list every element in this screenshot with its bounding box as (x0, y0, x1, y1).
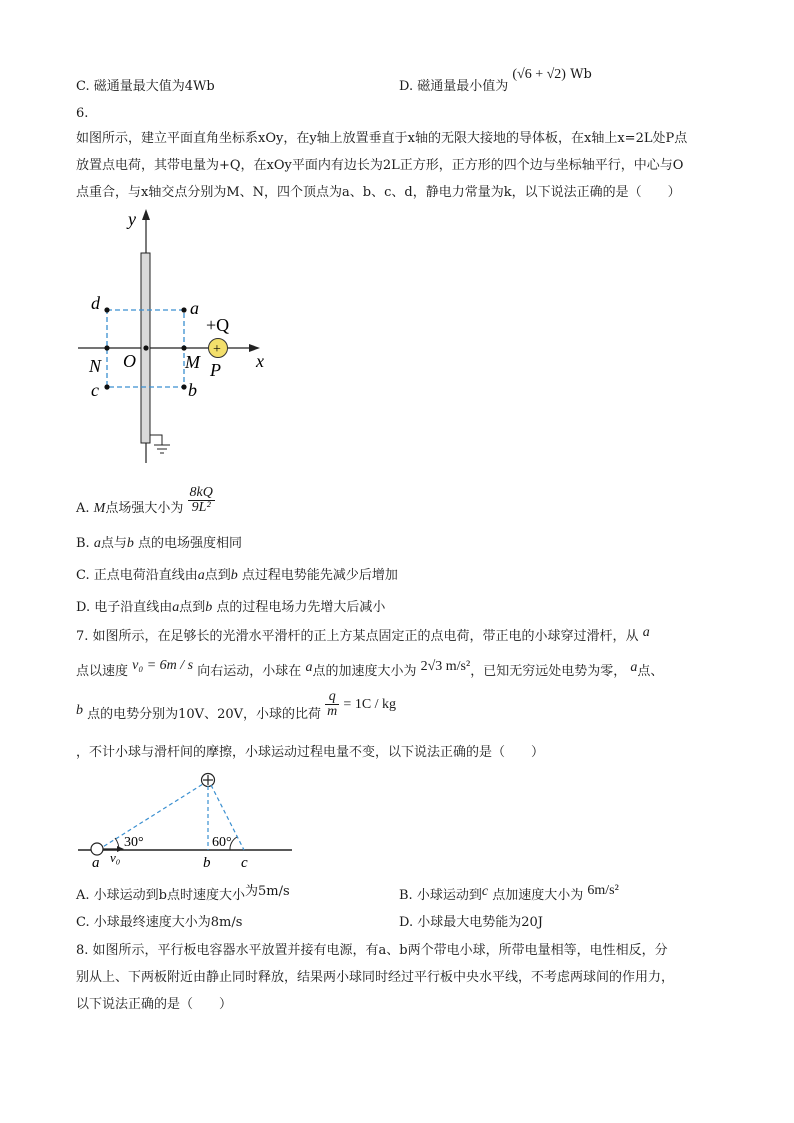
q7-stem-line1 (76, 625, 650, 646)
q5-option-d-prefix: D. 磁通量最小值为 (399, 79, 509, 94)
y-axis-arrow (142, 209, 150, 220)
q7-line1-text: 7. 如图所示，在足够长的光滑水平滑杆的正上方某点固定正的点电荷，带正电的小球穿过滑杆，从 (76, 629, 639, 644)
q7-line2-text: 点的加速度大小为 (312, 664, 417, 679)
q7-line2-end: ，已知无穷远处电势为零， (470, 664, 627, 679)
q6-option-d-var2: b (205, 600, 213, 615)
q7-option-b[interactable] (399, 883, 619, 905)
q7-option-a-end: 为5m/s (244, 884, 290, 899)
q6-option-b-var2: b (126, 536, 134, 551)
q7-line1-var: a (642, 625, 650, 640)
q8-stem-line3: 以下说法正确的是（ ） (76, 997, 233, 1012)
label-v0: v₀ (110, 850, 121, 865)
point-c (104, 384, 109, 389)
q7-line2-pre: 点以速度 (76, 664, 129, 679)
q6-stem-line1: 如图所示，建立平面直角坐标系xOy，在y轴上放置垂直于x轴的无限大接地的导体板，在x轴上x=2L处P点 (76, 131, 688, 146)
dashed-line-to-a (98, 784, 203, 850)
q6-option-d-var1: a (172, 600, 180, 615)
q6-number: 6. (76, 106, 89, 121)
charge-plus-sign: + (213, 342, 221, 357)
point-o (143, 345, 148, 350)
q7-option-b-text: B. 小球运动到 (399, 888, 482, 903)
q7-option-b-value: 6m/s² (587, 883, 619, 898)
point-a (181, 307, 186, 312)
label-p: P (210, 360, 221, 380)
q6-stem-line3: 点重合，与x轴交点分别为M、N，四个顶点为a、b、c、d，静电力常量为k，以下说法正确的是（ ） (76, 185, 681, 200)
q6-option-b-mid: 点与 (100, 536, 127, 551)
point-d (104, 307, 109, 312)
q6-option-c-var1: a (197, 568, 205, 583)
q7-option-b-var: c (481, 884, 489, 899)
q6-figure (70, 205, 290, 470)
point-n (104, 345, 109, 350)
q6-option-a-var: M (93, 501, 106, 516)
q7-option-d[interactable]: D. 小球最大电势能为20J (399, 915, 543, 930)
q7-ratio-value: = 1C / kg (343, 697, 397, 712)
q6-option-d-prefix: D. 电子沿直线由 (76, 600, 173, 615)
q7-option-a-text: A. 小球运动到b点时速度大小 (76, 888, 245, 903)
q5-option-d-math: (√6 + √2) (512, 67, 566, 82)
q6-option-a-denominator: 9L² (191, 500, 211, 515)
q6-option-a-text: 点场强大小为 (105, 501, 184, 516)
angle-30-label: 30° (124, 835, 144, 850)
q6-stem-line2: 放置点电荷，其带电量为+Q，在xOy平面内有边长为2L正方形，正方形的四个边与坐标轴平行，中心与O (76, 158, 684, 173)
label-n: N (89, 356, 102, 376)
label-m: M (185, 352, 200, 372)
q6-option-b-var1: a (93, 536, 101, 551)
small-ball (91, 843, 103, 855)
q7-ratio-numerator: q (325, 690, 339, 705)
q7-line2-acceleration: 2√3 m/s² (420, 659, 471, 674)
label-o: O (123, 351, 136, 371)
q7-line2-mid: 向右运动，小球在 (197, 664, 302, 679)
label-c: c (91, 380, 99, 400)
point-b (181, 384, 186, 389)
x-axis-label: x (256, 351, 264, 371)
q6-option-c-prefix: C. 正点电荷沿直线由 (76, 568, 198, 583)
q6-option-c-var2: b (230, 568, 238, 583)
q7-line2-var2: a (630, 660, 638, 675)
q7-line2-velocity: v₀ = 6m / s (132, 658, 194, 673)
q6-option-c-text: 点过程电势能先减少后增加 (241, 568, 398, 583)
label-b: b (188, 380, 197, 400)
q7-ratio-denominator: m (327, 704, 338, 719)
label-d: d (91, 293, 100, 313)
q7-line3-text: 点的电势分别为10V、20V，小球的比荷 (87, 707, 322, 722)
q6-option-d-text: 点的过程电场力先增大后减小 (216, 600, 386, 615)
angle-60-label: 60° (212, 835, 232, 850)
y-axis-label: y (128, 209, 136, 229)
q6-option-d[interactable] (76, 599, 385, 617)
point-m (181, 345, 186, 350)
q7-line2-var: a (305, 660, 313, 675)
q7-stem-line3 (76, 689, 397, 730)
q7-option-b-mid: 点加速度大小为 (492, 888, 584, 903)
q7-line2-tail: 点、 (637, 664, 664, 679)
q7-ratio-fraction (325, 690, 339, 719)
q6-option-b-prefix: B. (76, 536, 90, 551)
q8-stem-line1: 8. 如图所示，平行板电容器水平放置并接有电源，有a、b两个带电小球，所带电量相等，电性相反，分 (76, 943, 668, 958)
label-a: a (92, 855, 100, 870)
q7-line3-var: b (76, 703, 83, 718)
label-charge: +Q (206, 315, 230, 335)
q6-option-c[interactable] (76, 567, 398, 585)
q5-option-d-unit: Wb (570, 67, 592, 82)
q7-stem-line4: ，不计小球与滑杆间的摩擦，小球运动过程电量不变，以下说法正确的是（ ） (76, 745, 545, 760)
label-a: a (190, 298, 199, 318)
q5-option-d[interactable] (399, 67, 592, 96)
q6-option-a-numerator: 8kQ (189, 485, 213, 500)
q8-stem-line2: 别从上、下两板附近由静止同时释放，结果两小球同时经过平行板中央水平线，不考虑两球间的作用力， (76, 970, 675, 985)
q7-figure (72, 770, 302, 870)
q7-option-c[interactable]: C. 小球最终速度大小为8m/s (76, 915, 243, 930)
label-c: c (241, 855, 248, 870)
q5-option-c[interactable]: C. 磁通量最大值为4Wb (76, 79, 215, 94)
label-b: b (203, 855, 211, 870)
q7-option-a[interactable] (76, 884, 290, 905)
q6-option-b[interactable] (76, 535, 242, 553)
q6-option-a-fraction (188, 486, 215, 515)
q7-stem-line2 (76, 658, 664, 681)
ground-wire (150, 435, 162, 445)
q6-option-d-mid: 点到 (179, 600, 206, 615)
q6-option-b-text: 点的电场强度相同 (137, 536, 242, 551)
q6-option-a[interactable] (76, 485, 215, 525)
q6-option-a-prefix: A. (76, 501, 90, 516)
q6-option-c-mid: 点到 (204, 568, 231, 583)
